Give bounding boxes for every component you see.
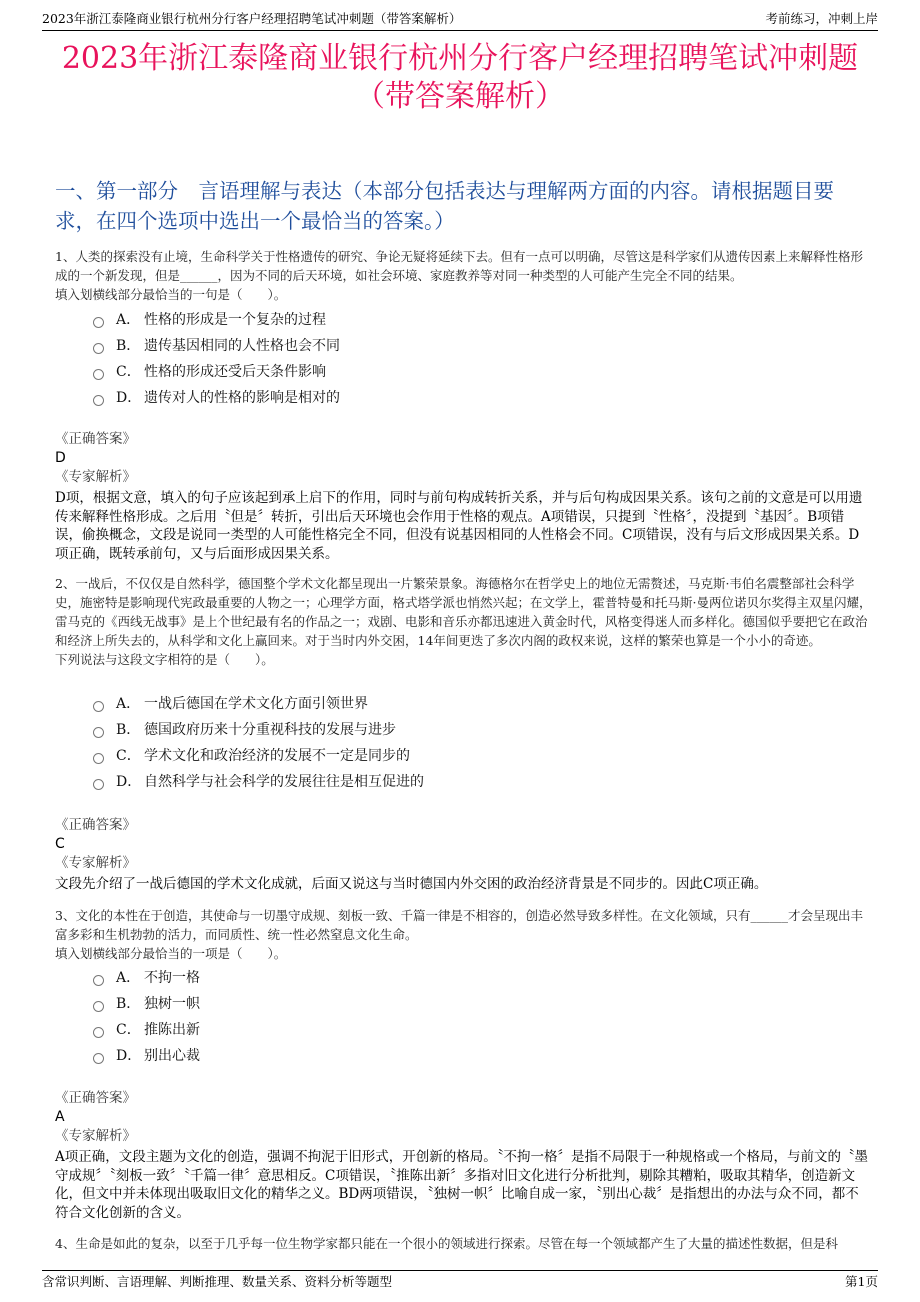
- page-number: 第1页: [845, 1274, 878, 1289]
- answer-block-q2: [55, 816, 870, 894]
- radio-icon[interactable]: [93, 779, 104, 790]
- answer-block-q3: [55, 1089, 870, 1222]
- option-text: 别出心裁: [144, 1048, 200, 1064]
- page-footer: [42, 1270, 878, 1291]
- radio-icon[interactable]: [93, 753, 104, 764]
- option-text: 一战后德国在学术文化方面引领世界: [144, 696, 368, 712]
- options-q3: [93, 964, 200, 1068]
- analysis-label: 《专家解析》: [55, 469, 136, 485]
- answer-key: D: [55, 450, 66, 466]
- option-b[interactable]: [93, 990, 200, 1016]
- analysis-text: 文段先介绍了一战后德国的学术文化成就，后面又说这与当时德国内外交困的政治经济背景是不同步的。因此C项正确。: [55, 876, 768, 892]
- option-text: 推陈出新: [144, 1022, 200, 1038]
- option-letter: C．: [116, 748, 141, 764]
- option-text: 性格的形成是一个复杂的过程: [144, 312, 326, 328]
- radio-icon[interactable]: [93, 317, 104, 328]
- question-stem: 2、一战后，不仅仅是自然科学，德国整个学术文化都呈现出一片繁荣景象。海德格尔在哲学史上的地位无需赘述，马克斯·韦伯名震整部社会科学史，施密特是影响现代宪政最重要的人物之一；心理学方面，格式塔学派也悄然兴起；在文学上，霍普特曼和托马斯·曼两位诺贝尔奖得主双星闪耀，雷马克的《西线无战事》是上个世纪最有名的作品之一；戏剧、电影和音乐亦都迅速进入黄金时代，风格变得迷人而多样化。德国似乎要把它在政治和经济上所失去的，从科学和文化上赢回来。对于当时内外交困，14年间更迭了多次内阁的政权来说，这样的繁荣也算是一个小小的奇迹。: [55, 576, 872, 648]
- option-letter: C．: [116, 1022, 141, 1038]
- option-letter: A．: [116, 312, 141, 328]
- option-c[interactable]: [93, 358, 340, 384]
- page-title: [40, 40, 880, 116]
- options-q1: [93, 306, 340, 410]
- answer-block-q1: [55, 430, 870, 563]
- radio-icon[interactable]: [93, 369, 104, 380]
- question-prompt: 填入划横线部分最恰当的一项是（ ）。: [55, 946, 287, 961]
- option-text: 德国政府历来十分重视科技的发展与进步: [144, 722, 396, 738]
- header-doc-title: 2023年浙江泰隆商业银行杭州分行客户经理招聘笔试冲刺题（带答案解析）: [42, 11, 462, 26]
- question-2: [55, 574, 875, 669]
- question-4: [55, 1234, 875, 1253]
- header-slogan: 考前练习，冲刺上岸: [765, 11, 878, 26]
- analysis-label: 《专家解析》: [55, 855, 136, 871]
- footer-topics: 含常识判断、言语理解、判断推理、数量关系、资料分析等题型: [42, 1274, 393, 1289]
- question-prompt: 下列说法与这段文字相符的是（ ）。: [55, 652, 274, 667]
- question-stem: 4、生命是如此的复杂，以至于几乎每一位生物学家都只能在一个很小的领域进行探索。尽管在每一个领域都产生了大量的描述性数据，但是科: [55, 1236, 838, 1251]
- question-1: [55, 247, 875, 304]
- title-line-2: （带答案解析）: [355, 79, 565, 114]
- option-letter: D．: [116, 390, 142, 406]
- option-d[interactable]: [93, 768, 424, 794]
- question-stem: 1、人类的探索没有止境，生命科学关于性格遗传的研究、争论无疑将延续下去。但有一点可以明确，尽管这是科学家们从遗传因素上来解释性格形成的一个新发现，但是______，因为不同的后天环境，如社会环境、家庭教养等对同一种类型的人可能产生完全不同的结果。: [55, 249, 863, 283]
- option-letter: B．: [116, 338, 141, 354]
- answer-label: 《正确答案》: [55, 431, 136, 447]
- radio-icon[interactable]: [93, 395, 104, 406]
- question-3: [55, 906, 875, 963]
- option-letter: B．: [116, 996, 141, 1012]
- option-c[interactable]: [93, 1016, 200, 1042]
- option-text: 性格的形成还受后天条件影响: [144, 364, 326, 380]
- option-letter: D．: [116, 774, 142, 790]
- option-text: 不拘一格: [144, 970, 200, 986]
- option-b[interactable]: [93, 332, 340, 358]
- analysis-text: A项正确，文段主题为文化的创造，强调不拘泥于旧形式，开创新的格局。〝不拘一格〞是指不局限于一种规格或一个格局，与前文的〝墨守成规〞〝刻板一致〞〝千篇一律〞意思相反。C项错误，〝推陈出新〞多指对旧文化进行分析批判，剔除其糟粕，吸取其精华，创造新文化，但文中并未体现出吸取旧文化的精华之义。BD两项错误，〝独树一帜〞比喻自成一家，〝别出心裁〞是指想出的办法与众不同，都不符合文化创新的含义。: [55, 1149, 868, 1221]
- option-d[interactable]: [93, 384, 340, 410]
- title-line-1: 2023年浙江泰隆商业银行杭州分行客户经理招聘笔试冲刺题: [61, 41, 859, 76]
- option-letter: B．: [116, 722, 141, 738]
- page-header: [42, 10, 878, 31]
- answer-key: C: [55, 836, 65, 852]
- option-text: 学术文化和政治经济的发展不一定是同步的: [144, 748, 410, 764]
- radio-icon[interactable]: [93, 701, 104, 712]
- question-stem: 3、文化的本性在于创造，其使命与一切墨守成规、刻板一致、千篇一律是不相容的，创造必然导致多样性。在文化领域，只有______才会呈现出丰富多彩和生机勃勃的活力，而同质性、统一性必然窒息文化生命。: [55, 908, 863, 942]
- option-letter: C．: [116, 364, 141, 380]
- analysis-label: 《专家解析》: [55, 1128, 136, 1144]
- options-q2: [93, 690, 424, 794]
- option-a[interactable]: [93, 306, 340, 332]
- radio-icon[interactable]: [93, 1053, 104, 1064]
- option-text: 遗传基因相同的人性格也会不同: [144, 338, 340, 354]
- question-prompt: 填入划横线部分最恰当的一句是（ ）。: [55, 287, 287, 302]
- radio-icon[interactable]: [93, 727, 104, 738]
- option-text: 自然科学与社会科学的发展往往是相互促进的: [144, 774, 424, 790]
- radio-icon[interactable]: [93, 343, 104, 354]
- option-d[interactable]: [93, 1042, 200, 1068]
- analysis-text: D项，根据文意，填入的句子应该起到承上启下的作用，同时与前句构成转折关系，并与后句构成因果关系。该句之前的文意是可以用遗传来解释性格形成。之后用〝但是〞转折，引出后天环境也会作用于性格的观点。A项错误，只提到〝性格〞，没提到〝基因〞。B项错误，偷换概念，文段是说同一类型的人可能性格完全不同，但没有说基因相同的人性格会不同。C项错误，没有与后文形成因果关系。D项正确，既转承前句，又与后面形成因果关系。: [55, 490, 863, 562]
- section-heading: 一、第一部分 言语理解与表达（本部分包括表达与理解两方面的内容。请根据题目要求，在四个选项中选出一个最恰当的答案。）: [55, 179, 834, 233]
- radio-icon[interactable]: [93, 1001, 104, 1012]
- radio-icon[interactable]: [93, 1027, 104, 1038]
- answer-label: 《正确答案》: [55, 817, 136, 833]
- answer-label: 《正确答案》: [55, 1090, 136, 1106]
- option-c[interactable]: [93, 742, 424, 768]
- option-letter: A．: [116, 696, 141, 712]
- radio-icon[interactable]: [93, 975, 104, 986]
- option-a[interactable]: [93, 690, 424, 716]
- option-letter: A．: [116, 970, 141, 986]
- option-b[interactable]: [93, 716, 424, 742]
- option-letter: D．: [116, 1048, 142, 1064]
- option-text: 遗传对人的性格的影响是相对的: [144, 390, 340, 406]
- option-text: 独树一帜: [144, 996, 200, 1012]
- answer-key: A: [55, 1109, 65, 1125]
- option-a[interactable]: [93, 964, 200, 990]
